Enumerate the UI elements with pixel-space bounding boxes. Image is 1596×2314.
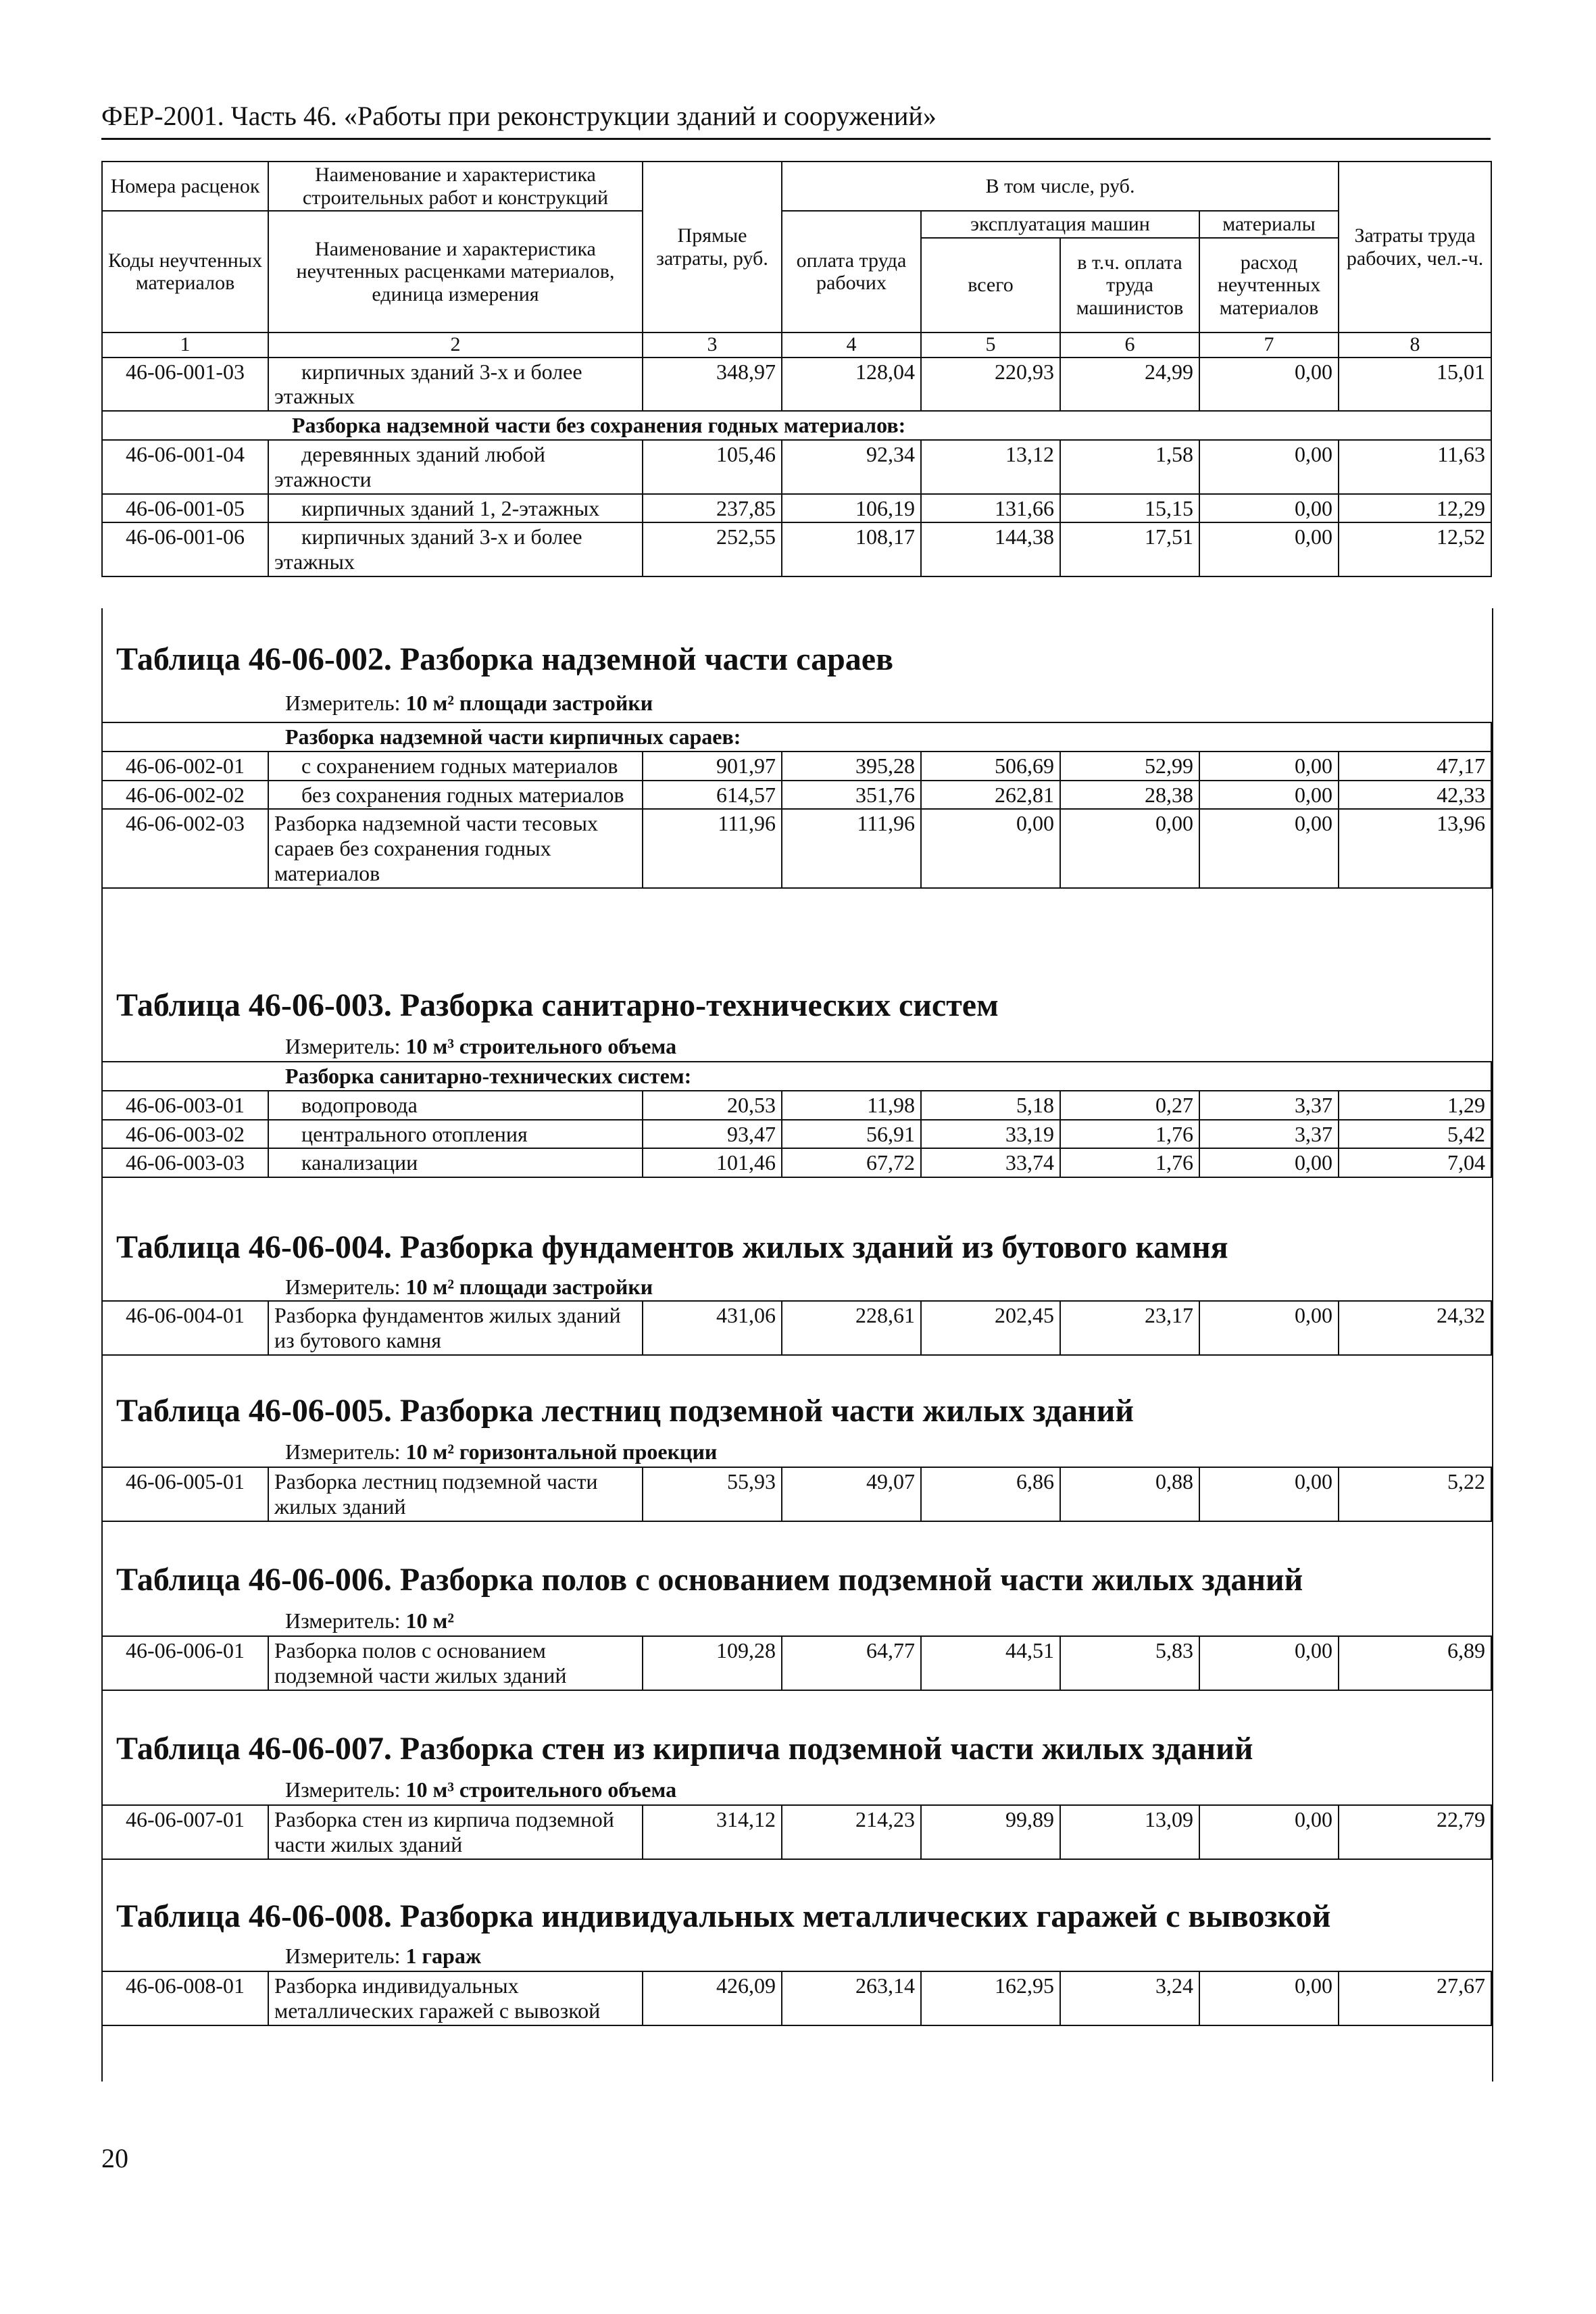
rates-table-003 <box>101 1061 1492 1178</box>
direct-costs-value: 237,85 <box>643 494 782 523</box>
operators-pay-value: 24,99 <box>1060 358 1199 412</box>
materials-cost-value: 0,00 <box>1199 809 1339 887</box>
table-measure: Измеритель: 10 м³ строительного объема <box>285 1777 677 1802</box>
labor-hours-value: 47,17 <box>1339 752 1491 781</box>
col-header-work-name: Наименование и характеристика строительных работ и конструкций <box>268 162 643 211</box>
direct-costs-value: 614,57 <box>643 781 782 810</box>
work-description <box>268 781 643 810</box>
worker-pay-value: 49,07 <box>782 1467 921 1521</box>
table-row <box>102 1971 1491 2025</box>
materials-cost-value: 0,00 <box>1199 781 1339 810</box>
work-description-text: водопровода <box>301 1092 418 1117</box>
column-index: 4 <box>782 333 921 358</box>
direct-costs-value: 105,46 <box>643 440 782 494</box>
rate-code: 46-06-008-01 <box>102 1971 268 2025</box>
machines-total-value: 144,38 <box>921 522 1060 576</box>
table-row <box>102 494 1491 523</box>
operators-pay-value: 13,09 <box>1060 1805 1199 1859</box>
table-title: Таблица 46-06-007. Разборка стен из кирпича подземной части жилых зданий <box>116 1731 1253 1767</box>
work-description <box>268 1148 643 1177</box>
rate-code: 46-06-001-03 <box>102 358 268 412</box>
direct-costs-value: 252,55 <box>643 522 782 576</box>
materials-cost-value: 0,00 <box>1199 1971 1339 2025</box>
work-description-text: центрального отопления <box>301 1121 528 1146</box>
table-measure: Измеритель: 10 м² площади застройки <box>285 691 653 715</box>
rate-code: 46-06-006-01 <box>102 1636 268 1690</box>
machines-total-value: 33,19 <box>921 1120 1060 1149</box>
operators-pay-value: 23,17 <box>1060 1301 1199 1355</box>
machines-total-value: 506,69 <box>921 752 1060 781</box>
work-description-text: с сохранением годных материалов <box>301 753 618 778</box>
col-header-material-codes: Коды неучтенных материалов <box>102 211 268 333</box>
section-46-06-008 <box>101 1886 1491 2082</box>
operators-pay-value: 52,99 <box>1060 752 1199 781</box>
rate-code: 46-06-002-03 <box>102 809 268 887</box>
machines-total-value: 131,66 <box>921 494 1060 523</box>
col-header-operators-pay: в т.ч. оплата труда машинистов <box>1060 238 1199 333</box>
work-description-text: Разборка лестниц подземной части жилых зданий <box>274 1469 598 1519</box>
table-title: Таблица 46-06-008. Разборка индивидуальных металлических гаражей с вывозкой <box>116 1898 1331 1934</box>
table-measure: Измеритель: 1 гараж <box>285 1944 482 1968</box>
labor-hours-value: 22,79 <box>1339 1805 1491 1859</box>
column-index: 8 <box>1339 333 1491 358</box>
work-description-text: Разборка надземной части тесовых сараев без сохранения годных материалов <box>274 811 598 885</box>
direct-costs-value: 314,12 <box>643 1805 782 1859</box>
table-row <box>102 1148 1491 1177</box>
rate-code: 46-06-001-05 <box>102 494 268 523</box>
worker-pay-value: 263,14 <box>782 1971 921 2025</box>
table-title: Таблица 46-06-004. Разборка фундаментов жилых зданий из бутового камня <box>116 1229 1228 1265</box>
labor-hours-value: 12,52 <box>1339 522 1491 576</box>
operators-pay-value: 1,76 <box>1060 1120 1199 1149</box>
section-46-06-006 <box>101 1548 1491 1717</box>
machines-total-value: 44,51 <box>921 1636 1060 1690</box>
work-description-text: кирпичных зданий 1, 2-этажных <box>301 495 600 520</box>
work-description <box>268 1971 643 2025</box>
rates-table-004 <box>101 1300 1492 1356</box>
section-46-06-005 <box>101 1379 1491 1548</box>
worker-pay-value: 395,28 <box>782 752 921 781</box>
col-header-material-names: Наименование и характеристика неучтенных расценками материалов, единица измерения <box>268 211 643 333</box>
operators-pay-value: 0,00 <box>1060 809 1199 887</box>
labor-hours-value: 5,42 <box>1339 1120 1491 1149</box>
materials-cost-value: 0,00 <box>1199 1148 1339 1177</box>
subheading: Разборка надземной части кирпичных сараев: <box>102 722 1491 752</box>
worker-pay-value: 214,23 <box>782 1805 921 1859</box>
direct-costs-value: 348,97 <box>643 358 782 412</box>
materials-cost-value: 0,00 <box>1199 358 1339 412</box>
work-description <box>268 440 643 494</box>
work-description-text: Разборка индивидуальных металлических гаражей с вывозкой <box>274 1973 601 2023</box>
col-header-materials: материалы <box>1199 211 1339 238</box>
materials-cost-value: 0,00 <box>1199 1467 1339 1521</box>
worker-pay-value: 64,77 <box>782 1636 921 1690</box>
section-46-06-002 <box>101 608 1491 973</box>
work-description-text: канализации <box>301 1150 418 1175</box>
col-header-unaccounted-materials: расход неучтенных материалов <box>1199 238 1339 333</box>
worker-pay-value: 56,91 <box>782 1120 921 1149</box>
materials-cost-value: 0,00 <box>1199 752 1339 781</box>
work-description-text: Разборка полов с основанием подземной части жилых зданий <box>274 1638 567 1688</box>
operators-pay-value: 3,24 <box>1060 1971 1199 2025</box>
rate-code: 46-06-007-01 <box>102 1805 268 1859</box>
direct-costs-value: 109,28 <box>643 1636 782 1690</box>
worker-pay-value: 67,72 <box>782 1148 921 1177</box>
direct-costs-value: 111,96 <box>643 809 782 887</box>
materials-cost-value: 0,00 <box>1199 522 1339 576</box>
col-header-rate-numbers: Номера расценок <box>102 162 268 211</box>
operators-pay-value: 1,76 <box>1060 1148 1199 1177</box>
col-header-labor-hours: Затраты труда рабочих, чел.-ч. <box>1339 162 1491 333</box>
worker-pay-value: 228,61 <box>782 1301 921 1355</box>
worker-pay-value: 108,17 <box>782 522 921 576</box>
operators-pay-value: 5,83 <box>1060 1636 1199 1690</box>
labor-hours-value: 15,01 <box>1339 358 1491 412</box>
work-description <box>268 1120 643 1149</box>
column-index: 5 <box>921 333 1060 358</box>
labor-hours-value: 11,63 <box>1339 440 1491 494</box>
work-description-text: без сохранения годных материалов <box>301 782 624 807</box>
rate-code: 46-06-003-03 <box>102 1148 268 1177</box>
work-description-text: Разборка фундаментов жилых зданий из бутового камня <box>274 1303 621 1352</box>
subheading: Разборка санитарно-технических систем: <box>102 1062 1491 1091</box>
work-description-text: Разборка стен из кирпича подземной части жилых зданий <box>274 1807 614 1856</box>
operators-pay-value: 1,58 <box>1060 440 1199 494</box>
table-title: Таблица 46-06-002. Разборка надземной части сараев <box>116 641 893 677</box>
table-row <box>102 1301 1491 1355</box>
direct-costs-value: 426,09 <box>643 1971 782 2025</box>
column-index-row <box>102 333 1491 358</box>
table-title: Таблица 46-06-003. Разборка санитарно-технических систем <box>116 987 999 1023</box>
direct-costs-value: 20,53 <box>643 1091 782 1120</box>
section-46-06-003 <box>101 973 1491 1216</box>
table-measure: Измеритель: 10 м³ строительного объема <box>285 1034 677 1058</box>
labor-hours-value: 42,33 <box>1339 781 1491 810</box>
rates-table-main <box>101 161 1492 577</box>
materials-cost-value: 3,37 <box>1199 1120 1339 1149</box>
labor-hours-value: 7,04 <box>1339 1148 1491 1177</box>
column-index: 2 <box>268 333 643 358</box>
rates-table-002 <box>101 722 1492 889</box>
work-description <box>268 522 643 576</box>
col-header-group: В том числе, руб. <box>782 162 1339 211</box>
machines-total-value: 262,81 <box>921 781 1060 810</box>
materials-cost-value: 0,00 <box>1199 1636 1339 1690</box>
rate-code: 46-06-001-06 <box>102 522 268 576</box>
table-row <box>102 440 1491 494</box>
machines-total-value: 202,45 <box>921 1301 1060 1355</box>
work-description-text: кирпичных зданий 3-х и более этажных <box>274 359 582 409</box>
column-index: 6 <box>1060 333 1199 358</box>
rate-code: 46-06-003-02 <box>102 1120 268 1149</box>
work-description <box>268 1805 643 1859</box>
worker-pay-value: 128,04 <box>782 358 921 412</box>
rate-code: 46-06-004-01 <box>102 1301 268 1355</box>
column-index: 7 <box>1199 333 1339 358</box>
direct-costs-value: 101,46 <box>643 1148 782 1177</box>
table-title: Таблица 46-06-005. Разборка лестниц подземной части жилых зданий <box>116 1393 1134 1429</box>
work-description <box>268 1467 643 1521</box>
materials-cost-value: 0,00 <box>1199 1805 1339 1859</box>
table-measure: Измеритель: 10 м² площади застройки <box>285 1275 653 1299</box>
column-index: 1 <box>102 333 268 358</box>
rates-table-007 <box>101 1804 1492 1860</box>
labor-hours-value: 5,22 <box>1339 1467 1491 1521</box>
section-46-06-004 <box>101 1216 1491 1379</box>
table-row <box>102 781 1491 810</box>
table-measure: Измеритель: 10 м² <box>285 1608 454 1633</box>
materials-cost-value: 0,00 <box>1199 440 1339 494</box>
operators-pay-value: 15,15 <box>1060 494 1199 523</box>
work-description <box>268 1636 643 1690</box>
col-header-direct-costs: Прямые затраты, руб. <box>643 162 782 333</box>
operators-pay-value: 0,27 <box>1060 1091 1199 1120</box>
rate-code: 46-06-002-02 <box>102 781 268 810</box>
work-description <box>268 1091 643 1120</box>
machines-total-value: 6,86 <box>921 1467 1060 1521</box>
section-46-06-007 <box>101 1717 1491 1886</box>
worker-pay-value: 11,98 <box>782 1091 921 1120</box>
machines-total-value: 0,00 <box>921 809 1060 887</box>
rate-code: 46-06-001-04 <box>102 440 268 494</box>
direct-costs-value: 55,93 <box>643 1467 782 1521</box>
work-description <box>268 494 643 523</box>
materials-cost-value: 0,00 <box>1199 494 1339 523</box>
machines-total-value: 13,12 <box>921 440 1060 494</box>
machines-total-value: 99,89 <box>921 1805 1060 1859</box>
table-row <box>102 1091 1491 1120</box>
col-header-worker-pay: оплата труда рабочих <box>782 211 921 333</box>
rate-code: 46-06-005-01 <box>102 1467 268 1521</box>
labor-hours-value: 1,29 <box>1339 1091 1491 1120</box>
machines-total-value: 220,93 <box>921 358 1060 412</box>
work-description <box>268 358 643 412</box>
direct-costs-value: 93,47 <box>643 1120 782 1149</box>
work-description <box>268 1301 643 1355</box>
worker-pay-value: 92,34 <box>782 440 921 494</box>
table-row <box>102 752 1491 781</box>
table-row <box>102 1805 1491 1859</box>
work-description-text: деревянных зданий любой этажности <box>274 442 546 491</box>
worker-pay-value: 111,96 <box>782 809 921 887</box>
table-measure: Измеритель: 10 м² горизонтальной проекции <box>285 1439 718 1464</box>
table-row <box>102 1467 1491 1521</box>
worker-pay-value: 351,76 <box>782 781 921 810</box>
work-description <box>268 809 643 887</box>
col-header-machines-total: всего <box>921 238 1060 333</box>
labor-hours-value: 12,29 <box>1339 494 1491 523</box>
operators-pay-value: 0,88 <box>1060 1467 1199 1521</box>
labor-hours-value: 6,89 <box>1339 1636 1491 1690</box>
worker-pay-value: 106,19 <box>782 494 921 523</box>
table-row <box>102 522 1491 576</box>
table-row <box>102 1636 1491 1690</box>
rates-table-008 <box>101 1971 1492 2026</box>
machines-total-value: 33,74 <box>921 1148 1060 1177</box>
operators-pay-value: 28,38 <box>1060 781 1199 810</box>
rate-code: 46-06-003-01 <box>102 1091 268 1120</box>
work-description <box>268 752 643 781</box>
labor-hours-value: 24,32 <box>1339 1301 1491 1355</box>
labor-hours-value: 27,67 <box>1339 1971 1491 2025</box>
table-row <box>102 358 1491 412</box>
work-description-text: кирпичных зданий 3-х и более этажных <box>274 524 582 574</box>
subheading-t001: Разборка надземной части без сохранения годных материалов: <box>102 411 1491 440</box>
header-rule <box>101 138 1491 140</box>
labor-hours-value: 13,96 <box>1339 809 1491 887</box>
table-row <box>102 1120 1491 1149</box>
table-row <box>102 809 1491 887</box>
rates-table-006 <box>101 1635 1492 1691</box>
direct-costs-value: 901,97 <box>643 752 782 781</box>
direct-costs-value: 431,06 <box>643 1301 782 1355</box>
col-header-machines: эксплуатация машин <box>921 211 1199 238</box>
materials-cost-value: 0,00 <box>1199 1301 1339 1355</box>
materials-cost-value: 3,37 <box>1199 1091 1339 1120</box>
rate-code: 46-06-002-01 <box>102 752 268 781</box>
table-title: Таблица 46-06-006. Разборка полов с основанием подземной части жилых зданий <box>116 1562 1303 1598</box>
machines-total-value: 5,18 <box>921 1091 1060 1120</box>
operators-pay-value: 17,51 <box>1060 522 1199 576</box>
page-header: ФЕР-2001. Часть 46. «Работы при реконструкции зданий и сооружений» <box>101 101 937 131</box>
rates-table-005 <box>101 1467 1492 1522</box>
column-index: 3 <box>643 333 782 358</box>
page-number: 20 <box>101 2143 128 2173</box>
machines-total-value: 162,95 <box>921 1971 1060 2025</box>
